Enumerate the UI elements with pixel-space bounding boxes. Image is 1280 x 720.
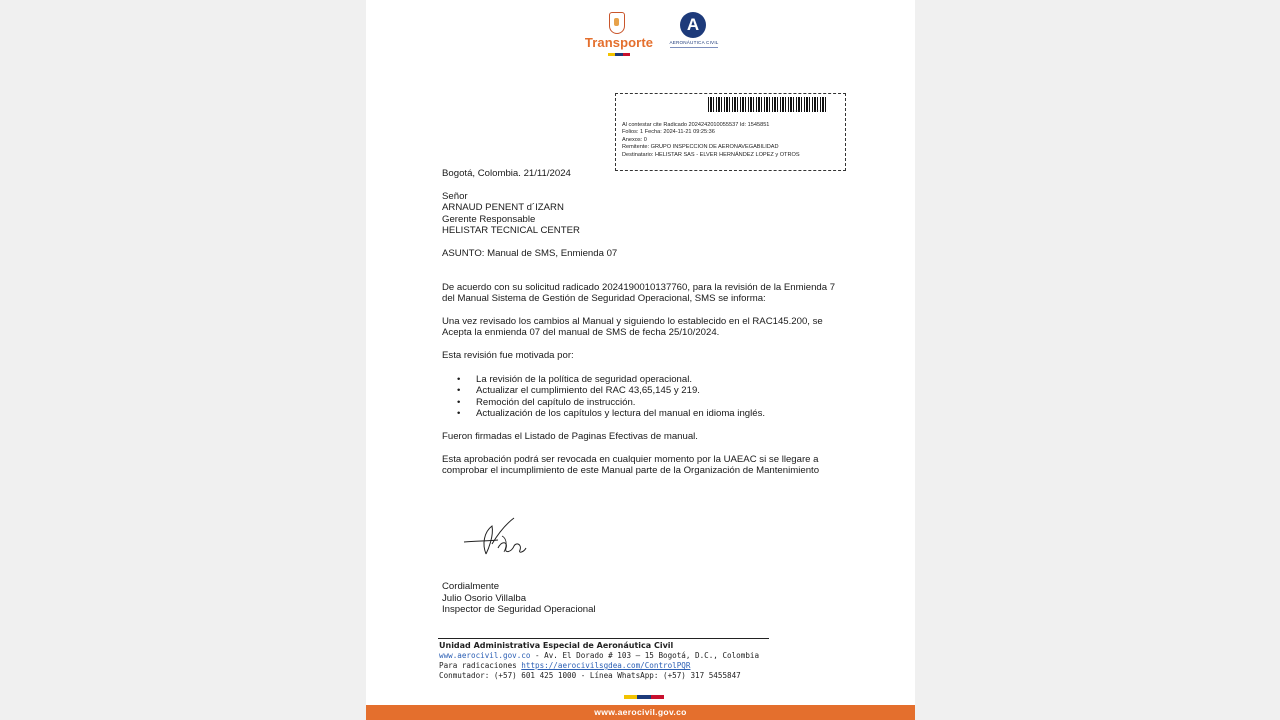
footer-divider [438,638,769,639]
handwritten-signature [462,514,528,562]
footer-radicaciones-label: Para radicaciones [439,661,522,670]
letter-body [442,168,844,477]
coat-of-arms-icon [609,12,625,34]
radicado-stamp [615,93,846,171]
paragraph: Esta aprobación podrá ser revocada en cualquier momento por la UAEAC si se llegare a comprobar el incumplimiento de este Manual parte de la Organización de Mantenimiento [442,453,820,477]
paragraph: De acuerdo con su solicitud radicado 20241900101377​60, para la revisión de la Enmienda 7 del Manual Sistema de Gestión de Seguridad Operacional, SMS se informa: [442,281,836,305]
transporte-logo-text: Transporte [584,35,654,50]
aerocivil-a-icon: A [680,12,706,38]
stamp-line: Al contestar cite Radicado 2024242010055537 Id: 1545851 [622,122,770,128]
place-date: Bogotá, Colombia. 21/11/2024 [442,168,571,179]
footer [439,641,799,681]
header-logos [582,12,722,60]
paragraph: Una vez revisado los cambios al Manual y siguiendo lo establecido en el RAC145.200, se Acepta la enmienda 07 del manual de SMS de fecha 25/10/2024. [442,315,823,339]
aerocivil-logo-text: AERONÁUTICA CIVIL [669,40,719,45]
paragraph: Fueron firmadas el Listado de Paginas Efectivas de manual. [442,430,698,442]
reasons-list [442,374,844,420]
recipient-company: HELISTAR TECNICAL CENTER [442,225,580,237]
closing-block [442,581,742,616]
signer-title: Inspector de Seguridad Operacional [442,604,596,616]
transporte-logo [582,12,656,58]
colombia-flag-stripe [608,53,630,56]
subject-line: ASUNTO: Manual de SMS, Enmienda 07 [442,247,618,259]
footer-radicaciones-line [439,661,799,671]
footer-address: - Av. El Dorado # 103 – 15 Bogotá, D.C., Colombia [530,651,760,660]
list-item: • Actualización de los capítulos y lectura del manual en idioma inglés. [442,408,844,420]
list-item: • Actualizar el cumplimiento del RAC 43,65,145 y 219. [442,385,844,397]
stamp-line: Folios: 1 Fecha: 2024-11-21 09:25:36 [622,129,715,136]
letter-page [366,0,915,720]
aerocivil-logo-rule [670,47,718,48]
stamp-line: Remitente: GRUPO INSPECCION DE AERONAVEGABILIDAD [622,144,779,151]
footer-org: Unidad Administrativa Especial de Aeronáutica Civil [439,641,674,650]
footer-phones: Conmutador: (+57) 601 425 1000 - Línea WhatsApp: (+57) 317 5455847 [439,671,741,680]
footer-website-bar[interactable]: www.aerocivil.gov.co [366,705,915,720]
list-item: • Remoción del capítulo de instrucción. [442,397,844,409]
stamp-line: Destinatario: HELISTAR SAS - ELVER HERNÁNDEZ LOPEZ y OTROS [622,151,800,158]
footer-website-link[interactable]: www.aerocivil.gov.co [439,651,531,660]
stamp-text [622,122,800,159]
signer-name: Julio Osorio Villalba [442,592,527,604]
paragraph: Esta revisión fue motivada por: [442,349,574,361]
list-item: • La revisión de la política de seguridad operacional. [442,374,844,386]
stamp-line: Anexos: 0 [622,136,647,143]
aerocivil-logo [666,12,722,58]
closing: Cordialmente [442,581,500,592]
footer-flag-stripe [624,695,664,699]
recipient-name: ARNAUD PENENT d´IZARN [442,202,564,214]
footer-radicaciones-link[interactable]: https://aerocivilsgdea.com/ControlPQR [521,661,691,670]
salutation: Señor [442,190,468,202]
recipient-title: Gerente Responsable [442,213,536,225]
footer-address-line [439,651,799,661]
barcode-icon [708,97,828,112]
